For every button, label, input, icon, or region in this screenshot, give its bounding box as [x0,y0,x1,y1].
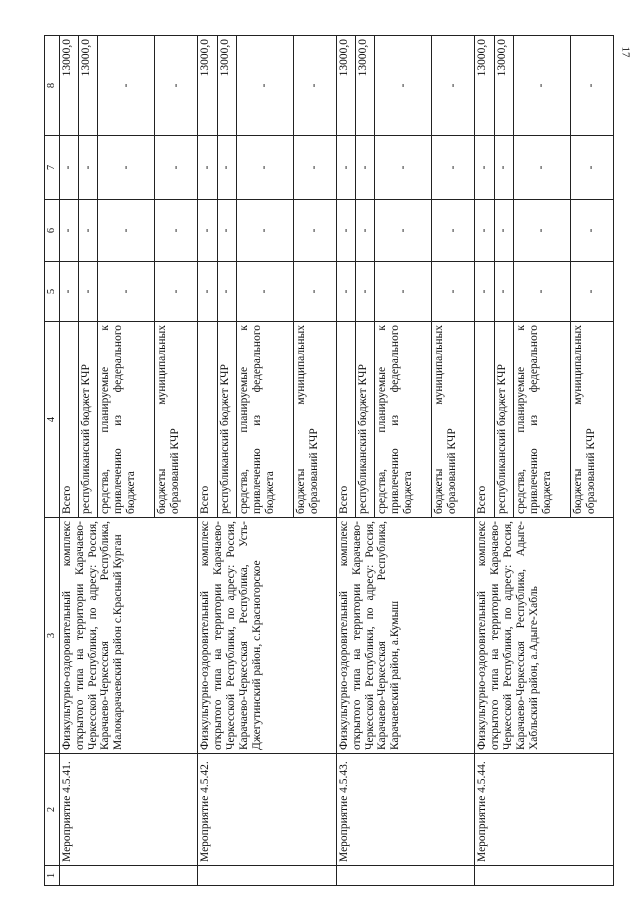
funding-source-cell: Всего [59,322,78,518]
funding-source-cell: бюджеты муниципальных образований КЧР [293,322,336,518]
funding-source-cell: средства, планируемые к привлечению из федерального бюджета [236,322,293,518]
value-cell-c5: - [494,262,513,322]
funding-source-cell: средства, планируемые к привлечению из федерального бюджета [98,322,155,518]
value-cell-c7: - [475,136,494,200]
header-cell: 7 [45,136,60,200]
value-cell-c8: 13000,0 [336,36,355,136]
header-cell: 8 [45,36,60,136]
measure-cell: Мероприятие 4.5.43. [336,754,475,866]
value-cell-c8: 13000,0 [198,36,217,136]
value-cell-c6: - [375,200,432,262]
value-cell-c7: - [59,136,78,200]
table-row [475,36,494,886]
value-cell-c8: 13000,0 [494,36,513,136]
value-cell-c6: - [494,200,513,262]
value-cell-c8: - [236,36,293,136]
value-cell-c6: - [356,200,375,262]
object-description-cell: Физкультурно-оздоровительный комплекс открытого типа на территории Карачаево-Черкесской Республики, по адресу: Россия, Карачаево-Черкесская Республика, Малокарачаевский район с.Красный Курган [59,518,198,754]
funding-source-cell: средства, планируемые к привлечению из федерального бюджета [375,322,432,518]
header-cell: 6 [45,200,60,262]
value-cell-c7: - [155,136,198,200]
value-cell-c8: - [98,36,155,136]
value-cell-c8: - [570,36,613,136]
value-cell-c6: - [217,200,236,262]
rotated-table-container [44,36,614,886]
value-cell-c6: - [59,200,78,262]
value-cell-c5: - [336,262,355,322]
funding-source-cell: бюджеты муниципальных образований КЧР [155,322,198,518]
value-cell-c5: - [217,262,236,322]
value-cell-c8: 13000,0 [356,36,375,136]
value-cell-c6: - [79,200,98,262]
empty-cell [198,866,337,886]
value-cell-c6: - [513,200,570,262]
header-cell: 3 [45,518,60,754]
value-cell-c5: - [356,262,375,322]
value-cell-c5: - [155,262,198,322]
funding-source-cell: Всего [336,322,355,518]
value-cell-c7: - [432,136,475,200]
value-cell-c7: - [198,136,217,200]
value-cell-c5: - [570,262,613,322]
header-cell: 5 [45,262,60,322]
funding-source-cell: Всего [198,322,217,518]
value-cell-c5: - [293,262,336,322]
header-cell: 1 [45,866,60,886]
value-cell-c5: - [198,262,217,322]
measure-cell: Мероприятие 4.5.42. [198,754,337,866]
value-cell-c8: 13000,0 [79,36,98,136]
page-number: 17 [619,46,632,58]
funding-source-cell: республиканский бюджет КЧР [356,322,375,518]
value-cell-c6: - [293,200,336,262]
funding-source-cell: республиканский бюджет КЧР [217,322,236,518]
value-cell-c7: - [236,136,293,200]
object-description-cell: Физкультурно-оздоровительный комплекс открытого типа на территории Карачаево-Черкесской Республики, по адресу: Россия, Карачаево-Черкесская Республика, Усть-Джегутинский район, с.Красногорское [198,518,337,754]
empty-cell [475,866,614,886]
value-cell-c6: - [475,200,494,262]
table-row [198,36,217,886]
value-cell-c7: - [98,136,155,200]
value-cell-c7: - [494,136,513,200]
value-cell-c8: - [155,36,198,136]
header-cell: 4 [45,322,60,518]
value-cell-c8: - [432,36,475,136]
value-cell-c8: - [375,36,432,136]
funding-source-cell: Всего [475,322,494,518]
header-row [45,36,60,886]
value-cell-c5: - [432,262,475,322]
value-cell-c7: - [375,136,432,200]
value-cell-c6: - [198,200,217,262]
value-cell-c8: 13000,0 [59,36,78,136]
table-row [336,36,355,886]
budget-table [44,35,614,886]
value-cell-c7: - [513,136,570,200]
table-body [45,36,614,886]
value-cell-c5: - [375,262,432,322]
funding-source-cell: бюджеты муниципальных образований КЧР [570,322,613,518]
value-cell-c8: 13000,0 [475,36,494,136]
value-cell-c5: - [475,262,494,322]
value-cell-c6: - [98,200,155,262]
value-cell-c7: - [79,136,98,200]
object-description-cell: Физкультурно-оздоровительный комплекс открытого типа на территории Карачаево-Черкесской Республики, по адресу: Россия, Карачаево-Черкесская Республика, Карачаевский район, а.Кумыш [336,518,475,754]
empty-cell [336,866,475,886]
value-cell-c6: - [155,200,198,262]
value-cell-c6: - [236,200,293,262]
value-cell-c5: - [98,262,155,322]
value-cell-c7: - [336,136,355,200]
value-cell-c7: - [217,136,236,200]
value-cell-c7: - [356,136,375,200]
value-cell-c7: - [570,136,613,200]
empty-cell [59,866,198,886]
value-cell-c5: - [513,262,570,322]
value-cell-c6: - [432,200,475,262]
value-cell-c8: - [293,36,336,136]
funding-source-cell: республиканский бюджет КЧР [79,322,98,518]
table-row [59,36,78,886]
value-cell-c6: - [570,200,613,262]
value-cell-c5: - [59,262,78,322]
header-cell: 2 [45,754,60,866]
funding-source-cell: бюджеты муниципальных образований КЧР [432,322,475,518]
value-cell-c6: - [336,200,355,262]
object-description-cell: Физкультурно-оздоровительный комплекс открытого типа на территории Карачаево-Черкесской Республики, по адресу: Россия, Карачаево-Черкесская Республика, Адыге-Хабльский район, а.Адыге-Хабль [475,518,614,754]
funding-source-cell: средства, планируемые к привлечению из федерального бюджета [513,322,570,518]
funding-source-cell: республиканский бюджет КЧР [494,322,513,518]
value-cell-c5: - [79,262,98,322]
measure-cell: Мероприятие 4.5.44. [475,754,614,866]
measure-cell: Мероприятие 4.5.41. [59,754,198,866]
value-cell-c8: - [513,36,570,136]
value-cell-c8: 13000,0 [217,36,236,136]
value-cell-c5: - [236,262,293,322]
value-cell-c7: - [293,136,336,200]
